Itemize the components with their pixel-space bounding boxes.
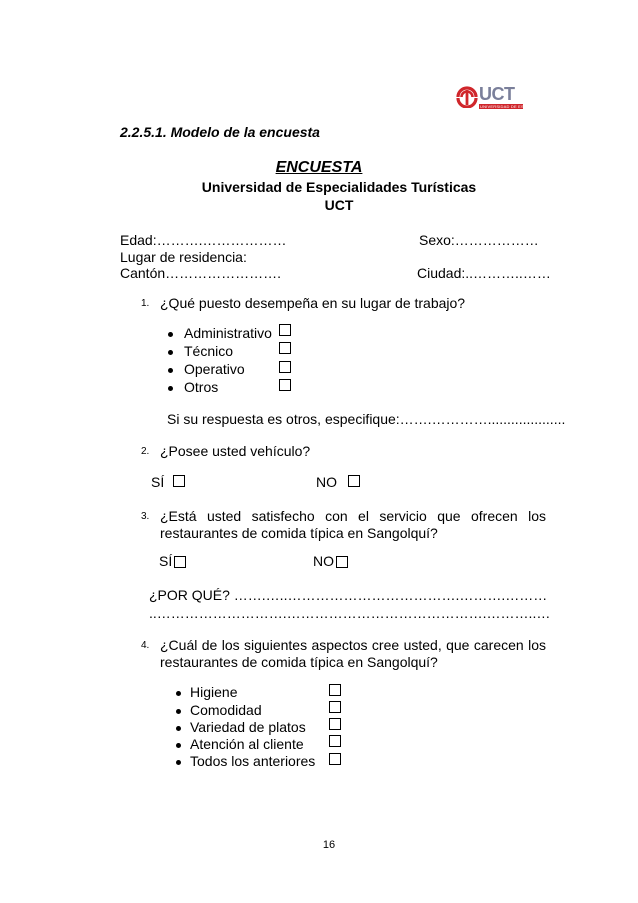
question-4-number: 4. bbox=[141, 640, 150, 651]
question-2-number: 2. bbox=[141, 446, 150, 457]
q3-why-line2[interactable]: ..……………………….…………………………………….………..… bbox=[149, 605, 551, 621]
university-name: Universidad de Especialidades Turísticas bbox=[201, 179, 477, 195]
q1-followup[interactable]: Si su respuesta es otros, especifique:…….………….................... bbox=[167, 411, 566, 427]
q4-checkbox-variedad[interactable] bbox=[329, 718, 341, 730]
question-1-number: 1. bbox=[141, 298, 150, 309]
field-ciudad[interactable]: Ciudad:..………..…… bbox=[417, 265, 551, 281]
logo-text: UCT bbox=[479, 84, 515, 104]
q1-option-administrativo: Administrativo bbox=[184, 325, 272, 341]
bullet-icon bbox=[176, 691, 181, 696]
q4-option-atencion: Atención al cliente bbox=[190, 736, 304, 752]
question-3-text-line1: ¿Está usted satisfecho con el servicio que ofrecen los bbox=[160, 508, 546, 524]
q2-no-label: NO bbox=[316, 474, 337, 490]
bullet-icon bbox=[168, 332, 173, 337]
bullet-icon bbox=[168, 350, 173, 355]
uct-logo bbox=[455, 84, 556, 110]
q4-option-variedad: Variedad de platos bbox=[190, 719, 306, 735]
bullet-icon bbox=[168, 386, 173, 391]
q1-option-operativo: Operativo bbox=[184, 361, 245, 377]
q1-checkbox-operativo[interactable] bbox=[279, 361, 291, 373]
bullet-icon bbox=[176, 709, 181, 714]
field-sexo[interactable]: Sexo:……………… bbox=[419, 232, 539, 248]
q4-checkbox-comodidad[interactable] bbox=[329, 701, 341, 713]
q1-checkbox-otros[interactable] bbox=[279, 379, 291, 391]
q4-checkbox-higiene[interactable] bbox=[329, 684, 341, 696]
q3-no-label: NO bbox=[313, 553, 334, 569]
logo-subtext: UNIVERSIDAD DE ESPECIALIDADES bbox=[480, 104, 556, 109]
q4-option-comodidad: Comodidad bbox=[190, 702, 262, 718]
question-3-number: 3. bbox=[141, 511, 150, 522]
q4-checkbox-todos[interactable] bbox=[329, 753, 341, 765]
question-4-text-line1: ¿Cuál de los siguientes aspectos cree usted, que carecen los bbox=[160, 637, 546, 653]
survey-title: ENCUESTA bbox=[275, 159, 363, 176]
q1-checkbox-tecnico[interactable] bbox=[279, 342, 291, 354]
bullet-icon bbox=[176, 726, 181, 731]
bullet-icon bbox=[176, 760, 181, 765]
field-canton[interactable]: Cantón……………………. bbox=[120, 265, 282, 281]
question-2-text: ¿Posee usted vehículo? bbox=[160, 443, 311, 459]
q2-no-checkbox[interactable] bbox=[348, 475, 360, 487]
university-abbrev: UCT bbox=[324, 197, 354, 213]
uct-logo-icon bbox=[455, 86, 479, 108]
question-1-text: ¿Qué puesto desempeña en su lugar de trabajo? bbox=[160, 295, 466, 311]
q4-option-todos: Todos los anteriores bbox=[190, 753, 316, 769]
field-edad[interactable]: Edad:……….……………… bbox=[120, 232, 287, 248]
q3-why-line1[interactable]: ¿POR QUÉ? …….…..……………………………….……….……… bbox=[149, 587, 548, 603]
q3-no-checkbox[interactable] bbox=[336, 556, 348, 568]
field-lugar: Lugar de residencia: bbox=[120, 249, 247, 265]
bullet-icon bbox=[176, 743, 181, 748]
question-4-text-line2: restaurantes de comida típica en Sangolquí? bbox=[160, 654, 438, 670]
question-3-text-line2: restaurantes de comida típica en Sangolquí? bbox=[160, 525, 438, 541]
page-number: 16 bbox=[322, 839, 336, 851]
q3-yes-label: SÍ bbox=[159, 553, 173, 569]
q4-option-higiene: Higiene bbox=[190, 684, 238, 700]
q2-yes-label: SÍ bbox=[151, 474, 165, 490]
q1-option-tecnico: Técnico bbox=[184, 343, 234, 359]
q1-option-otros: Otros bbox=[184, 379, 219, 395]
bullet-icon bbox=[168, 368, 173, 373]
q4-checkbox-atencion[interactable] bbox=[329, 735, 341, 747]
q3-yes-checkbox[interactable] bbox=[174, 556, 186, 568]
section-title: 2.2.5.1. Modelo de la encuesta bbox=[120, 124, 320, 140]
q2-yes-checkbox[interactable] bbox=[173, 475, 185, 487]
q1-checkbox-administrativo[interactable] bbox=[279, 324, 291, 336]
